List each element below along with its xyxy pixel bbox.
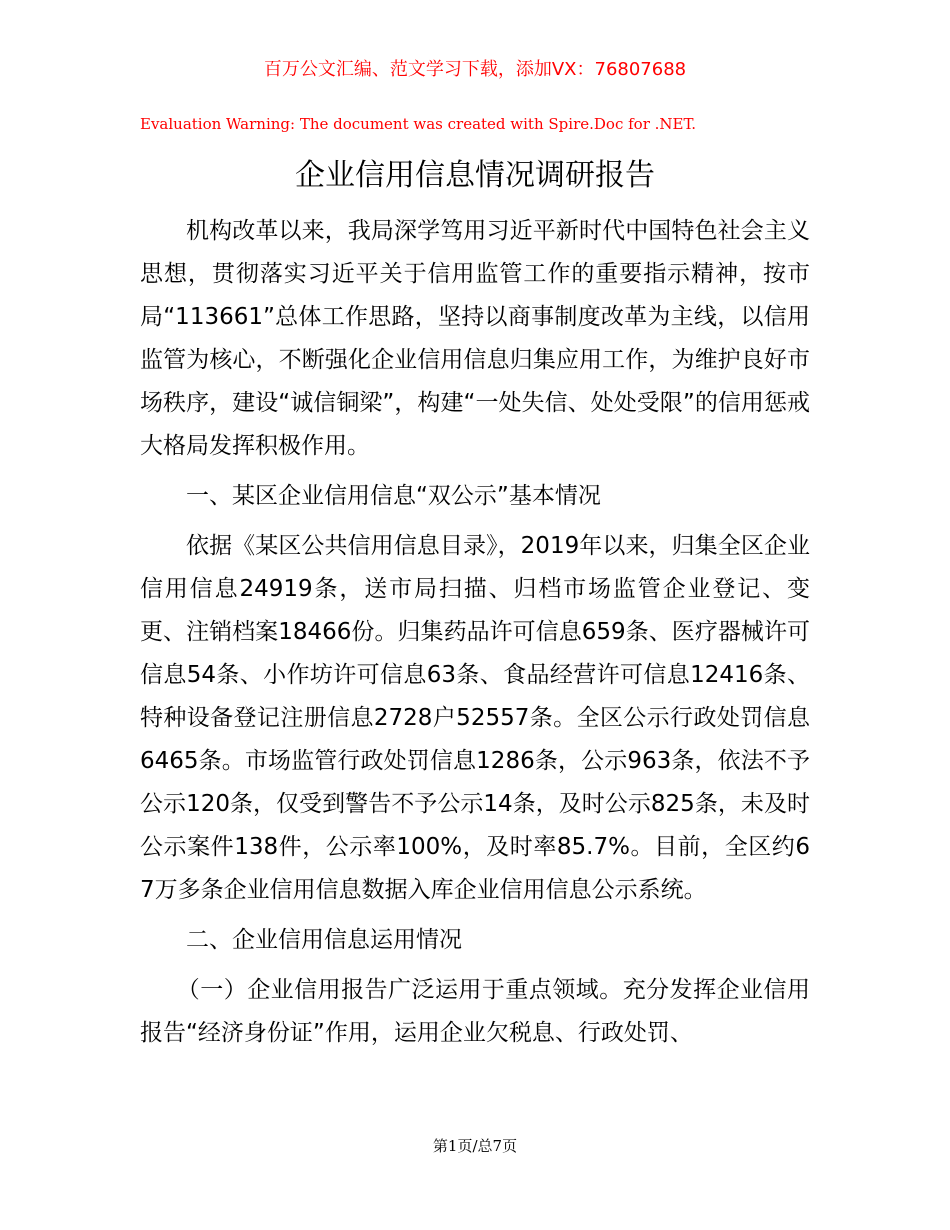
section-2-heading: 二、企业信用信息运用情况 <box>186 927 462 953</box>
intro-paragraph: 机构改革以来，我局深学笃用习近平新时代中国特色社会主义思想，贯彻落实习近平关于信用监管工作的重要指示精神，按市局“113661”总体工作思路，坚持以商事制度改革为主线，以信用监管为核心，不断强化企业信用信息归集应用工作，为维护良好市场秩序，建设“诚信铜梁”，构建“一处失信、处处受限”的信用惩戒大格局发挥积极作用。 <box>140 218 810 459</box>
document-body <box>140 210 810 1055</box>
section-1-paragraph: 依据《某区公共信用信息目录》，2019年以来，归集全区企业信用信息24919条，送市局扫描、归档市场监管企业登记、变更、注销档案18466份。归集药品许可信息659条、医疗器械许可信息54条、小作坊许可信息63条、食品经营许可信息12416条、特种设备登记注册信息2728户52557条。全区公示行政处罚信息6465条。市场监管行政处罚信息1286条，公示963条，依法不予公示120条，仅受到警告不予公示14条，及时公示825条，未及时公示案件138件，公示率100%，及时率85.7%。目前，全区约67万多条企业信用信息数据入库企业信用信息公示系统。 <box>140 533 810 903</box>
evaluation-warning: Evaluation Warning: The document was created with Spire.Doc for .NET. <box>140 115 697 133</box>
document-title: 企业信用信息情况调研报告 <box>295 158 655 193</box>
header-banner: 百万公文汇编、范文学习下载，添加VX：76807688 <box>263 59 687 80</box>
section-2-subsection-1: （一）企业信用报告广泛运用于重点领域。充分发挥企业信用报告“经济身份证”作用，运用企业欠税息、行政处罚、 <box>140 977 810 1046</box>
section-1-heading: 一、某区企业信用信息“双公示”基本情况 <box>186 483 601 509</box>
page-footer: 第1页/总7页 <box>432 1137 518 1155</box>
